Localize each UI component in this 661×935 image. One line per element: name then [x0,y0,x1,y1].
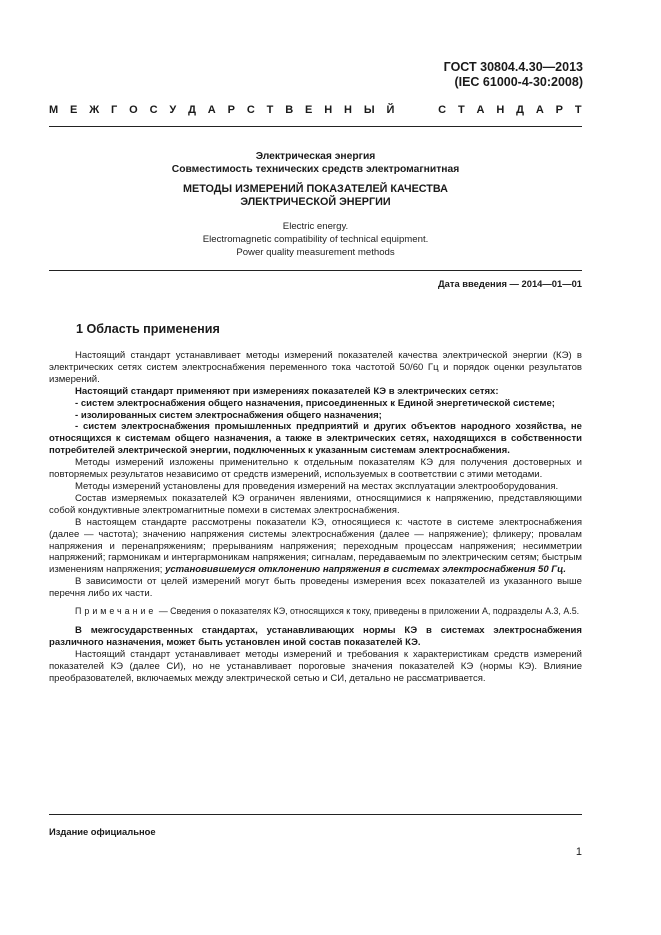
banner-letter: Е [70,104,78,116]
section-body [49,350,582,684]
banner-letter: Д [516,104,524,116]
footer-divider [49,814,582,815]
title-russian [49,150,582,176]
banner-letter: Ж [89,104,100,116]
paragraph: Методы измерений изложены применительно к отдельным показателям КЭ для получения достоверных и повторяемых результатов независимо от средств измерений, используемых в соответствии с этими методами. [49,457,582,481]
paragraph: Состав измеряемых показателей КЭ ограничен явлениями, относящимися к напряжению, представляющими собой кондуктивные электромагнитные помехи в системах электроснабжения. [49,492,582,516]
paragraph: Методы измерений установлены для проведения измерений на местах эксплуатации электрооборудования. [75,480,559,492]
banner-letter: Т [457,104,465,116]
paragraph: В зависимости от целей измерений могут быть проведены измерения всех показателей из указанного выше перечня либо их части. [49,576,582,600]
note [49,606,582,618]
banner-letter: А [476,104,485,116]
title-ru-line: Совместимость технических средств электромагнитная [171,164,460,175]
banner-letter: С [246,104,255,116]
title-en-line: Electric energy. [282,221,349,232]
title-main-line: ЭЛЕКТРИЧЕСКОЙ ЭНЕРГИИ [240,196,391,208]
banner-letter: Д [188,104,196,116]
banner-letter: С [149,104,158,116]
title-main-line: МЕТОДЫ ИЗМЕРЕНИЙ ПОКАЗАТЕЛЕЙ КАЧЕСТВА [183,183,448,195]
paragraph: В межгосударственных стандартах, устанавливающих нормы КЭ в системах электроснабжения различного назначения, может быть установлен иной состав показателей КЭ. [49,624,582,648]
banner-letter: Р [555,104,564,116]
banner-letter: В [285,104,294,116]
banner-letter: А [535,104,544,116]
paragraph: Настоящий стандарт устанавливает методы измерений показателей качества электрической энергии (КЭ) в электрических сетях систем электроснабжения переменного тока частотой 50/60 Гц и порядок оценки результатов измерений. [49,350,582,385]
title-main [49,183,582,209]
banner-letter: Р [227,104,235,116]
banner-letter: М [49,104,59,116]
list-item: - систем электроснабжения общего назначения, присоединенных к Единой энергетической системе; [75,397,555,409]
standard-type-banner [49,104,582,116]
title-en-line: Electromagnetic compatibility of technical equipment. [202,234,429,245]
title-ru-line: Электрическая энергия [255,151,376,162]
official-edition-label: Издание официальное [49,826,156,837]
banner-letter: О [129,104,138,116]
banner-letter: У [169,104,177,116]
banner-letter: Н [344,104,352,116]
banner-letter: С [438,104,447,116]
standard-identifier [444,60,583,90]
note-label: Примечание [75,606,157,617]
title-english [49,220,582,259]
banner-letter: А [207,104,216,116]
banner-letter: Т [574,104,582,116]
banner-letter: Е [305,104,313,116]
banner-letter: Й [386,104,395,116]
banner-letter: Н [496,104,505,116]
introduction-date: Дата введения — 2014—01—01 [437,278,582,289]
list-item: - изолированных систем электроснабжения общего назначения; [75,409,382,421]
banner-gap [406,104,426,116]
paragraph-text: В настоящем стандарте рассмотрены показатели КЭ, относящиеся к: частоте в системе электроснабжения (далее — частота); значению напряжения системы электроснабжения (далее — напряжение); фликеру; провалам напряжения и перенапряжениям; прерываниям напряжения; переходным процессам напряжения; несимметрии напряжений; гармоникам и интергармоникам напряжения; сигналам, передаваемым по электрическим сетям; быстрым изменениям напряжения; [49,516,582,576]
note-text: — Сведения о показателях КЭ, относящихся к току, приведены в приложении А, подразделы А.3, А.5. [156,606,580,617]
page-number: 1 [575,846,582,858]
emphasized-text: установившемуся отклонению напряжения в системах электроснабжения 50 Гц. [165,564,566,576]
paragraph: Настоящий стандарт устанавливает методы измерений и требования к характеристикам средств измерений показателей КЭ (далее СИ), но не устанавливает пороговые значения показателей КЭ (нормы КЭ). Влияние преобразователей, включаемых между электрической сетью и СИ, детально не рассматривается. [49,648,582,684]
banner-letter: Ы [363,104,375,116]
paragraph: Настоящий стандарт применяют при измерениях показателей КЭ в электрических сетях: [75,385,499,397]
banner-letter: Н [324,104,333,116]
gost-number: ГОСТ 30804.4.30—2013 [443,60,583,74]
list-item: - систем электроснабжения промышленных предприятий и других объектов народного хозяйства, не относящихся к системам общего назначения, а также в электрических сетях, находящихся в собственности потребителей электрической энергии, подключенных к указанным системам электроснабжения. [49,421,582,457]
banner-letter: Г [111,104,118,116]
title-en-line: Power quality measurement methods [236,247,395,258]
title-divider [49,270,582,271]
paragraph [49,517,582,577]
section-title: 1 Область применения [76,322,220,336]
header-divider [49,126,582,127]
banner-letter: Т [266,104,274,116]
iec-number: (IEC 61000-4-30:2008) [454,75,583,89]
